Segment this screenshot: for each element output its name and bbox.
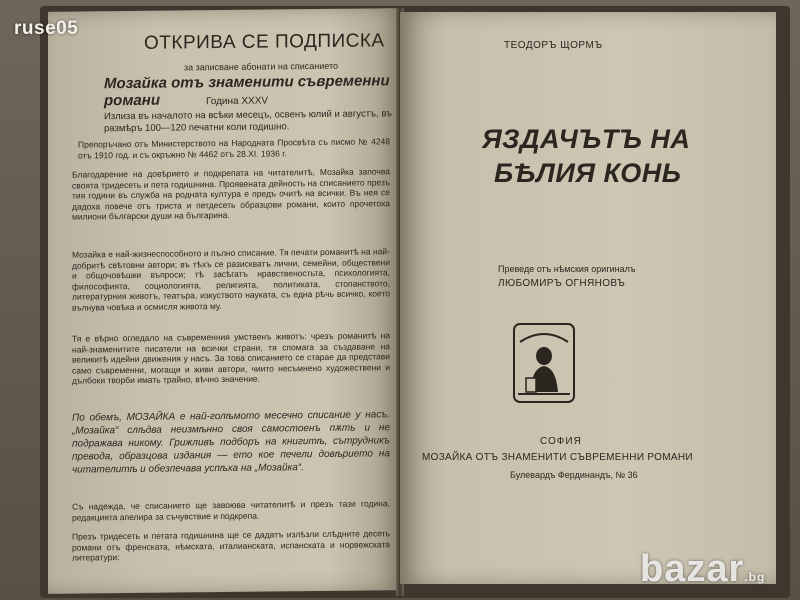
magazine-year: Година XXXV [206,95,269,108]
subscription-subheading: за записване абонати на списанието [184,60,339,73]
book-title-line-1: ЯЗДАЧЪТЪ НА [482,124,691,154]
publisher-name: МОЗАЙКА ОТЪ ЗНАМЕНИТИ СЪВРЕМЕННИ РОМАНИ [422,452,693,463]
seller-watermark: ruse05 [14,18,79,39]
book-author: ТЕОДОРЪ ЩОРМЪ [504,40,603,51]
paragraph-recommendation: Препоръчано отъ Министерството на Народната Просвѣта съ писмо № 4248 отъ 1910 год. и съ окръжно № 4462 отъ 28.XI. 1936 г. [78,136,390,161]
paragraph-volume: По обемъ, МОЗАЙКА е най-голѣмото месечно списание у насъ. „Мозайка“ слѣдва неизмѣнно своя самостоенъ пѫть и не подражава никому. Грижливъ подборъ на книгитѣ, сътрудникъ превода, образцова издания — ето кое печели довѣрието на читателитѣ и обезпечава успѣха на „Мозайка“. [72,409,390,476]
paragraph-upcoming: Презъ тридесеть и петата годишнина ще се дадатъ излѣзли слѣдните десеть романи отъ френската, нѣмската, италианската, испанската и норвежската литератури: [72,528,390,563]
translation-note: Преведе отъ нѣмския оригиналъ [498,264,636,274]
paragraph-history: Благодарение на довѣрието и подкрепата на читателитѣ, Мозайка започва своята тридесеть и пета годишнина. Проявената дейность на списанието презъ тия години въ служба на родната култура е предъ очитѣ на всички. Въ нея се дадоха повече отъ триста и петдесеть образцови романи, които прочетоха милиони български души на българина. [72,166,390,222]
paragraph-content: Мозайка е най-жизнеспособното и пълно списание. Тя печати романитѣ на най-добритѣ свѣтовни автори; въ тѣхъ се разискватъ лични, семейни, обществени и общочовѣшки въпроси; тѣ засѣгатъ нравственостьта, психологията, философията, социологията, религията, политиката, стопанството, литературния животъ, театъра, изкуството науката, съ една рѣчь всичко, което вълнува човѣка и осмисля живота му. [72,246,390,313]
right-page [400,12,776,584]
left-page [48,8,400,594]
subscription-heading: ОТКРИВА СЕ ПОДПИСКА [144,30,385,54]
publication-city: СОФИЯ [540,436,582,447]
translator-name: ЛЮБОМИРЪ ОГНЯНОВЪ [498,278,626,289]
paragraph-mirror: Тя е вѣрно огледало на съвременния умственъ животъ: чрезъ романитѣ на най-знаменитите писатели на всички страни, тя спомага за създаване на великитѣ идейни движения у насъ. За това списанието се старае да представи само съвременни, могащи и живи автори, чиито несъмнено художествени и дълбоки творби имать трайно, вѣчно значение. [72,330,390,386]
magazine-title: Мозайка отъ знаменити съвременни романи [104,72,390,110]
site-watermark-main: bazar [640,548,745,590]
site-watermark [640,548,765,591]
paragraph-frequency: Излиза въ началото на всѣки месецъ, освенъ юлий и августъ, въ размѣръ 100—120 печатни коли годишно. [104,108,392,135]
book-title-line-2: БѢЛИЯ КОНЬ [494,158,682,188]
publisher-address: Булевардъ Фердинандъ, № 36 [510,470,638,480]
publisher-emblem-icon [512,322,576,404]
paragraph-hope: Съ надежда, че списанието ще завоюва читателитѣ и презъ тази година, редакцията апелира за съчувствие и подкрепа. [72,498,390,523]
site-watermark-tld: .bg [744,570,766,584]
